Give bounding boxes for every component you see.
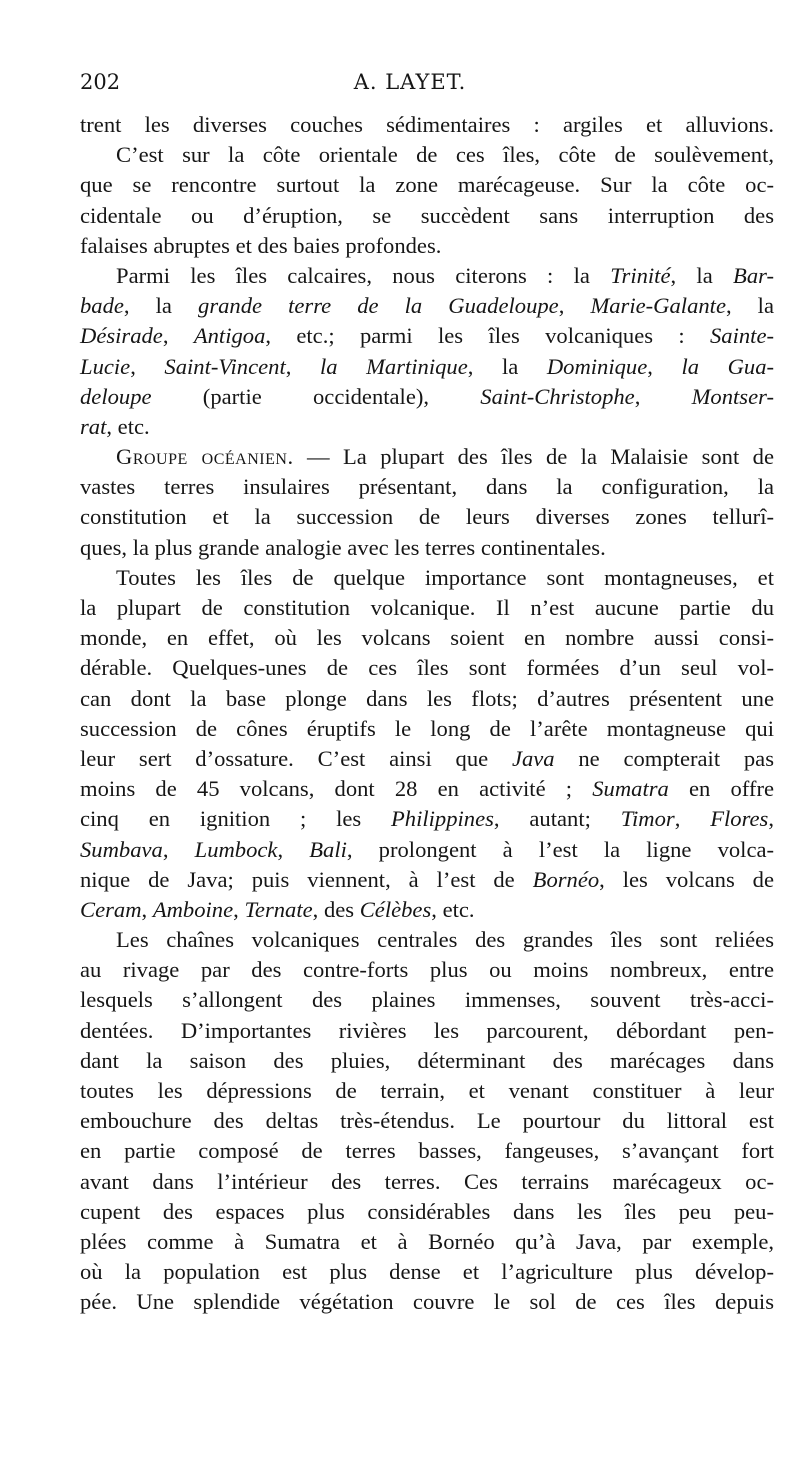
text-line — [80, 1287, 774, 1317]
text-segment: (partie occidentale), — [151, 383, 481, 409]
text-segment: , — [285, 353, 320, 379]
text-segment: la plupart de constitution volcanique. Il n’est aucune partie du — [80, 595, 774, 620]
text-segment: , la — [725, 293, 774, 319]
text-segment: , la — [467, 353, 547, 379]
italic-text: Antigoa — [193, 323, 266, 349]
text-segment: où la population est plus dense et l’agriculture plus dévelop- — [80, 1259, 774, 1285]
text-segment: , etc. — [106, 413, 150, 439]
text-line — [80, 412, 774, 442]
text-line — [80, 442, 774, 472]
text-line — [80, 985, 774, 1015]
text-segment: , — [130, 353, 165, 379]
italic-text: Bar- — [733, 262, 774, 288]
text-segment: , etc. — [431, 896, 475, 922]
text-segment: ne compterait pas — [554, 745, 774, 771]
italic-text: Sainte- — [710, 323, 774, 349]
italic-text: Lucie — [80, 353, 131, 379]
text-line — [80, 744, 774, 774]
text-line — [80, 684, 774, 714]
page-header — [80, 70, 740, 102]
text-segment: plées comme à Sumatra et à Bornéo qu’à Java, par exemple, — [80, 1228, 774, 1254]
text-segment: , la — [123, 293, 199, 319]
italic-text: Saint-Vincent — [164, 353, 286, 379]
text-segment: can dont la base plonge dans les flots; d’autres présentent une — [80, 685, 774, 711]
text-segment: moins de 45 volcans, dont 28 en activité ; — [80, 776, 593, 802]
text-segment: , la — [670, 262, 734, 288]
text-segment: , les volcans de — [599, 866, 774, 892]
italic-text: Timor — [620, 806, 675, 832]
text-segment: C’est sur la côte orientale de ces îles, côte de soulèvement, — [116, 142, 774, 168]
text-line — [80, 804, 774, 834]
text-line — [80, 1197, 774, 1227]
text-segment: dérable. Quelques-unes de ces îles sont formées d’un seul vol- — [80, 655, 774, 681]
text-line — [80, 140, 774, 170]
text-segment: cupent des espaces plus considérables dans les îles peu peu- — [80, 1198, 774, 1224]
text-segment: avant dans l’intérieur des terres. Ces terrains marécageux oc- — [80, 1168, 774, 1194]
text-segment: dentées. D’importantes rivières les parcourent, débordant pen- — [80, 1017, 774, 1043]
text-segment: lesquels s’allongent des plaines immenses, souvent très-acci- — [80, 987, 774, 1013]
text-segment: — La plupart des îles de la Malaisie sont de — [293, 444, 774, 470]
text-segment: cidentale ou d’éruption, se succèdent sans interruption des — [80, 202, 774, 228]
italic-text: rat — [80, 413, 107, 439]
italic-text: Java — [511, 745, 555, 771]
text-segment: cinq en ignition ; les — [80, 806, 391, 832]
text-line — [80, 925, 774, 955]
text-segment: , prolongent à l’est la ligne volca- — [346, 836, 775, 862]
text-line — [80, 1167, 774, 1197]
text-segment: toutes les dépressions de terrain, et venant constituer à leur — [80, 1078, 774, 1103]
text-line — [80, 110, 774, 140]
italic-text: Montser- — [691, 383, 774, 409]
text-line — [80, 865, 774, 895]
text-segment: en partie composé de terres basses, fangeuses, s’avançant fort — [80, 1138, 774, 1164]
text-line — [80, 1016, 774, 1046]
text-line — [80, 352, 774, 382]
text-segment: nique de Java; puis viennent, à l’est de — [80, 866, 533, 892]
text-line — [80, 170, 774, 200]
text-line — [80, 291, 774, 321]
italic-text: Amboine — [152, 896, 234, 922]
text-segment: falaises abruptes et des baies profondes. — [80, 232, 442, 258]
italic-text: Bali — [309, 836, 347, 862]
text-line — [80, 835, 774, 865]
italic-text: la Gua- — [681, 353, 775, 379]
text-segment: , — [277, 836, 310, 862]
text-line — [80, 774, 774, 804]
italic-text: Sumbava — [80, 836, 163, 862]
running-head: A. LAYET. — [353, 70, 467, 94]
text-line — [80, 1257, 774, 1287]
text-line — [80, 653, 774, 683]
text-segment: , — [674, 806, 711, 832]
text-segment: embouchure des deltas très-étendus. Le pourtour du littoral est — [80, 1108, 774, 1134]
text-line — [80, 955, 774, 985]
body-text — [80, 110, 774, 1318]
italic-text: deloupe — [80, 383, 152, 409]
text-segment: en offre — [668, 776, 774, 802]
italic-text: la Martinique — [319, 353, 468, 379]
italic-text: Lumbock — [194, 836, 278, 862]
text-segment: constitution et la succession de leurs diverses zones tellurî- — [80, 504, 774, 530]
text-segment: , des — [312, 896, 360, 922]
text-segment: pée. Une splendide végétation couvre le sol de ces îles depuis — [80, 1289, 774, 1315]
text-segment: , — [647, 353, 682, 379]
italic-text: Marie-Galante — [590, 293, 726, 319]
italic-text: Dominique — [546, 353, 648, 379]
text-line — [80, 1046, 774, 1076]
text-line — [80, 472, 774, 502]
text-segment: , — [558, 293, 591, 319]
italic-text: Trinité — [610, 262, 671, 288]
text-line — [80, 533, 774, 563]
text-line — [80, 895, 774, 925]
text-segment: , — [162, 836, 195, 862]
text-line — [80, 1227, 774, 1257]
text-line — [80, 623, 774, 653]
italic-text: Sumatra — [592, 776, 669, 802]
italic-text: Célèbes — [359, 896, 432, 922]
text-line — [80, 1106, 774, 1136]
text-segment: , etc.; parmi les îles volcaniques : — [265, 323, 710, 349]
page-number: 202 — [80, 70, 121, 94]
text-segment: , — [768, 806, 774, 832]
text-line — [80, 231, 774, 261]
italic-text: Désirade — [80, 323, 163, 349]
text-segment: vastes terres insulaires présentant, dans la configuration, la — [80, 474, 774, 500]
italic-text: bade — [80, 293, 124, 319]
text-segment: , — [233, 896, 245, 922]
text-segment: , — [162, 323, 194, 349]
small-caps-text: Groupe océanien. — [116, 444, 294, 470]
text-segment: Les chaînes volcaniques centrales des grandes îles sont reliées — [116, 927, 774, 953]
text-segment: leur sert d’ossature. C’est ainsi que — [80, 745, 512, 771]
text-segment: au rivage par des contre-forts plus ou moins nombreux, entre — [80, 957, 774, 983]
text-line — [80, 714, 774, 744]
italic-text: Saint-Christophe — [480, 383, 635, 409]
text-segment: Parmi les îles calcaires, nous citerons : la — [116, 262, 611, 288]
text-segment: trent les diverses couches sédimentaires : argiles et alluvions. — [80, 112, 774, 137]
text-line — [80, 1076, 774, 1106]
text-line — [80, 1136, 774, 1166]
text-line — [80, 382, 774, 412]
text-line — [80, 563, 774, 593]
text-segment: , — [634, 383, 692, 409]
text-segment: monde, en effet, où les volcans soient en nombre aussi consi- — [80, 625, 774, 651]
text-line — [80, 593, 774, 623]
text-segment: Toutes les îles de quelque importance sont montagneuses, et — [116, 564, 774, 590]
text-segment: que se rencontre surtout la zone marécageuse. Sur la côte oc- — [80, 172, 774, 198]
text-line — [80, 261, 774, 291]
text-segment: ques, la plus grande analogie avec les terres continentales. — [80, 534, 606, 560]
text-segment: , autant; — [493, 806, 621, 832]
text-segment: succession de cônes éruptifs le long de l’arête montagneuse qui — [80, 715, 774, 741]
text-segment: dant la saison des pluies, déterminant des marécages dans — [80, 1047, 774, 1073]
italic-text: Ceram — [80, 896, 142, 922]
italic-text: Philippines — [391, 806, 494, 832]
italic-text: Ternate — [244, 896, 313, 922]
text-line — [80, 321, 774, 351]
text-line — [80, 201, 774, 231]
text-line — [80, 502, 774, 532]
italic-text: grande terre de la Guadeloupe — [198, 293, 559, 319]
text-segment: , — [141, 896, 153, 922]
italic-text: Bornéo — [532, 866, 600, 892]
italic-text: Flores — [710, 806, 769, 832]
